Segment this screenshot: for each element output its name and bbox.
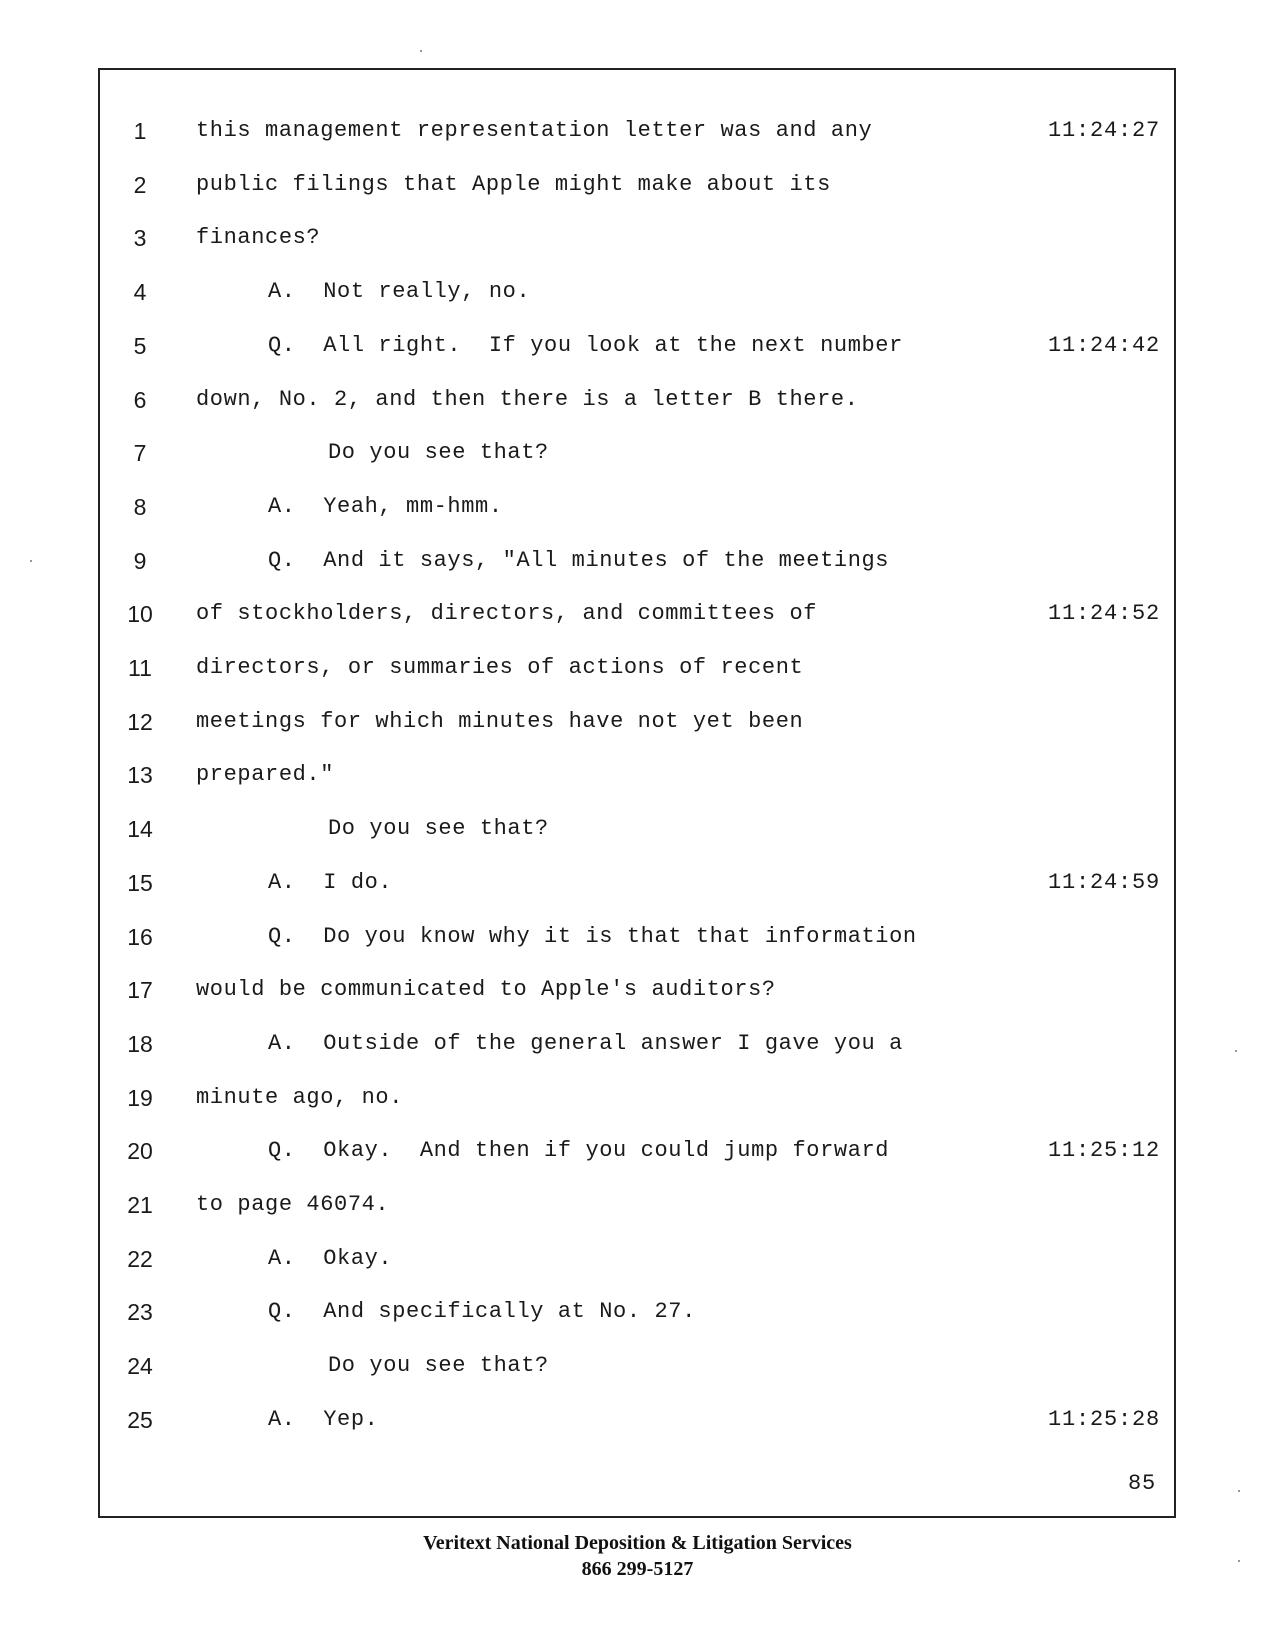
line-number: 15 — [127, 869, 153, 896]
transcript-line — [100, 756, 1178, 796]
transcript-line — [100, 1025, 1178, 1065]
line-number: 8 — [133, 493, 147, 520]
line-number: 23 — [127, 1299, 153, 1326]
timestamp: 11:24:27 — [1047, 118, 1160, 143]
transcript-line — [100, 542, 1178, 582]
footer-phone: 866 299-5127 — [581, 1558, 694, 1580]
transcript-line — [100, 1401, 1178, 1441]
line-number: 3 — [133, 225, 147, 252]
line-text: A. Okay. — [268, 1245, 393, 1271]
line-text: to page 46074. — [196, 1192, 390, 1217]
line-text: Q. All right. If you look at the next number — [268, 332, 903, 358]
footer-company: Veritext National Deposition & Litigation Services — [423, 1532, 852, 1554]
transcript-line — [100, 1240, 1178, 1280]
line-number: 22 — [127, 1245, 153, 1272]
transcript-line — [100, 166, 1178, 206]
transcript-line — [100, 381, 1178, 421]
transcript-line — [100, 1347, 1178, 1387]
scan-speck — [30, 560, 32, 562]
line-text: A. Outside of the general answer I gave you a — [268, 1030, 903, 1056]
transcript-line — [100, 810, 1178, 850]
line-text: directors, or summaries of actions of recent — [196, 655, 804, 680]
line-text: A. Yeah, mm-hmm. — [268, 493, 503, 519]
transcript-line — [100, 649, 1178, 689]
transcript-line — [100, 971, 1178, 1011]
line-text: A. Yep. — [268, 1406, 379, 1432]
line-text: Q. Do you know why it is that that information — [268, 923, 917, 949]
line-number: 20 — [127, 1138, 153, 1165]
timestamp: 11:25:28 — [1047, 1406, 1160, 1432]
line-text: Q. Okay. And then if you could jump forward — [268, 1138, 890, 1164]
line-number: 17 — [127, 977, 153, 1004]
line-text: A. Not really, no. — [268, 279, 531, 305]
line-text: minute ago, no. — [196, 1084, 404, 1110]
line-number: 11 — [128, 655, 152, 681]
line-text: prepared." — [196, 762, 335, 788]
transcript-line — [100, 1132, 1178, 1172]
footer — [0, 1530, 1275, 1582]
transcript-line — [100, 1079, 1178, 1119]
line-text: finances? — [196, 225, 321, 251]
line-text: Q. And specifically at No. 27. — [268, 1299, 696, 1325]
line-number: 13 — [127, 762, 153, 789]
line-text: down, No. 2, and then there is a letter B there. — [196, 386, 859, 412]
line-number: 24 — [127, 1353, 153, 1380]
transcript-line — [100, 273, 1178, 313]
transcript-line — [100, 703, 1178, 743]
scan-speck — [420, 50, 422, 52]
line-text: of stockholders, directors, and committees of — [196, 601, 818, 627]
timestamp: 11:24:52 — [1047, 601, 1160, 627]
line-number: 12 — [127, 708, 153, 735]
transcript-line — [100, 595, 1178, 635]
line-number: 5 — [133, 332, 147, 359]
transcript-line — [100, 1186, 1178, 1226]
timestamp: 11:25:12 — [1047, 1138, 1160, 1164]
scan-speck — [1235, 1050, 1237, 1052]
transcript-line — [100, 327, 1178, 367]
line-text: would be communicated to Apple's auditors? — [196, 977, 776, 1003]
line-text: Do you see that? — [328, 440, 549, 466]
line-text: this management representation letter was and any — [196, 118, 873, 143]
line-number: 14 — [127, 816, 153, 843]
transcript-line — [100, 488, 1178, 528]
line-number: 2 — [133, 171, 147, 198]
line-number: 18 — [127, 1030, 153, 1057]
timestamp: 11:24:59 — [1047, 869, 1160, 895]
line-number: 7 — [133, 440, 147, 467]
line-text: Do you see that? — [328, 1353, 549, 1379]
line-text: Do you see that? — [328, 816, 549, 842]
scan-speck — [1238, 1560, 1240, 1562]
line-text: Q. And it says, "All minutes of the meetings — [268, 547, 890, 573]
line-text: A. I do. — [268, 869, 393, 895]
line-number: 1 — [133, 118, 147, 144]
transcript-line — [100, 918, 1178, 958]
transcript-line — [100, 864, 1178, 904]
line-number: 16 — [127, 923, 153, 950]
scan-speck — [1238, 1490, 1240, 1492]
line-number: 19 — [127, 1084, 153, 1111]
line-number: 6 — [133, 386, 147, 413]
page-number: 85 — [1127, 1471, 1156, 1496]
line-text: public filings that Apple might make about its — [196, 171, 831, 197]
transcript-line — [100, 112, 1178, 152]
line-number: 25 — [127, 1406, 153, 1433]
transcript-line — [100, 219, 1178, 259]
transcript-line — [100, 1293, 1178, 1333]
line-number: 21 — [127, 1192, 153, 1218]
transcript-line — [100, 434, 1178, 474]
line-text: meetings for which minutes have not yet been — [196, 708, 804, 734]
line-number: 9 — [133, 547, 147, 574]
timestamp: 11:24:42 — [1047, 332, 1160, 358]
transcript-page-frame — [98, 68, 1176, 1518]
line-number: 10 — [127, 601, 153, 628]
line-number: 4 — [133, 279, 147, 306]
